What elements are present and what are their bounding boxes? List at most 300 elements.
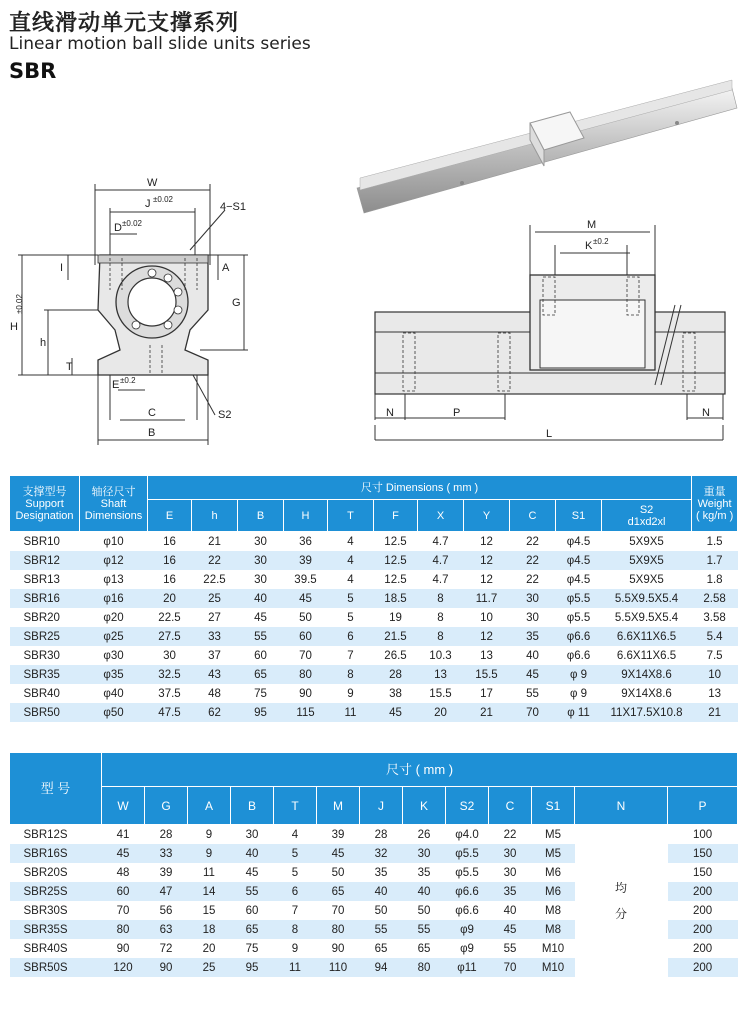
table-cell: 28 [374, 665, 418, 684]
table-cell: 72 [145, 939, 188, 958]
row-model: SBR30S [10, 901, 102, 920]
table-cell: 56 [145, 901, 188, 920]
dim-label-h: h [40, 337, 47, 349]
table-cell: 41 [102, 825, 145, 845]
table-cell: 40 [489, 901, 532, 920]
table-cell: 8 [274, 920, 317, 939]
row-model: SBR20S [10, 863, 102, 882]
table-cell: 37.5 [148, 684, 192, 703]
table-cell: φ35 [80, 665, 148, 684]
table-cell: φ50 [80, 703, 148, 722]
table-cell: 12 [464, 570, 510, 589]
table-cell: 95 [238, 703, 284, 722]
table-cell: 15.5 [418, 684, 464, 703]
table-cell: 30 [238, 570, 284, 589]
col-header-b: B [231, 787, 274, 825]
table-cell: φ5.5 [556, 608, 602, 627]
dim-label-c: C [148, 407, 156, 419]
table-cell: 40 [403, 882, 446, 901]
table-cell: 40 [360, 882, 403, 901]
dim-label-a: A [222, 262, 230, 274]
table-row [10, 665, 738, 684]
table-cell: φ 9 [556, 665, 602, 684]
table-cell: 28 [145, 825, 188, 845]
table-cell: 7.5 [692, 646, 738, 665]
table-cell: M8 [532, 920, 575, 939]
table-cell: 6.6X11X6.5 [602, 627, 692, 646]
table-cell: 8 [418, 589, 464, 608]
table-cell: 7 [274, 901, 317, 920]
table-cell: 8 [418, 608, 464, 627]
col-header-t: T [274, 787, 317, 825]
dim-label-4s1: 4−S1 [220, 201, 246, 213]
table-cell: 50 [403, 901, 446, 920]
table-cell: 55 [403, 920, 446, 939]
table-cell: 19 [374, 608, 418, 627]
dim-label-p: P [453, 407, 461, 419]
support-dimensions-table [9, 475, 738, 722]
table-cell: 33 [192, 627, 238, 646]
table-cell: 33 [145, 844, 188, 863]
dim-label-i: I [60, 262, 64, 274]
table-cell: 45 [238, 608, 284, 627]
table-cell: 1.5 [692, 532, 738, 552]
table-cell: 5 [274, 863, 317, 882]
table-cell: 13 [464, 646, 510, 665]
dim-label-n-left: N [386, 407, 394, 419]
table-cell: 14 [188, 882, 231, 901]
table-cell: 110 [317, 958, 360, 977]
col-header-size: 尺寸 ( mm ) [102, 753, 738, 787]
table-cell: 13 [418, 665, 464, 684]
table-cell: 15 [188, 901, 231, 920]
table-cell: 55 [231, 882, 274, 901]
table-cell: φ10 [80, 532, 148, 552]
table-cell: 11X17.5X10.8 [602, 703, 692, 722]
table-cell: φ9 [446, 939, 489, 958]
table-cell: 11 [188, 863, 231, 882]
row-designation: SBR35 [10, 665, 80, 684]
col-header-dimensions: 尺寸 Dimensions ( mm ) [148, 476, 692, 500]
table-cell: 40 [238, 589, 284, 608]
col-header-shaft: 轴径尺寸 Shaft Dimensions [80, 476, 148, 532]
table-cell: 55 [489, 939, 532, 958]
table-cell: 39 [284, 551, 328, 570]
table-row [10, 551, 738, 570]
table-cell: 75 [231, 939, 274, 958]
table-cell: 12 [464, 551, 510, 570]
table-cell: 12 [464, 627, 510, 646]
table-cell: 94 [360, 958, 403, 977]
table-cell: 48 [192, 684, 238, 703]
col-header-x: X [418, 500, 464, 532]
col-header-c: C [489, 787, 532, 825]
table-cell: 5.4 [692, 627, 738, 646]
dim-label-n-right: N [702, 407, 710, 419]
table-cell: 26.5 [374, 646, 418, 665]
table-cell: 90 [102, 939, 145, 958]
table-cell: φ6.6 [446, 901, 489, 920]
row-model: SBR25S [10, 882, 102, 901]
table-cell: 39.5 [284, 570, 328, 589]
table-cell: 43 [192, 665, 238, 684]
table-cell: 55 [238, 627, 284, 646]
table-cell: 70 [510, 703, 556, 722]
col-header-model: 型 号 [10, 753, 102, 825]
table-cell: 45 [489, 920, 532, 939]
table-cell: φ4.5 [556, 570, 602, 589]
table-cell: 5X9X5 [602, 551, 692, 570]
col-header-f: F [374, 500, 418, 532]
table-cell: 35 [360, 863, 403, 882]
row-model: SBR12S [10, 825, 102, 845]
table-cell: 70 [489, 958, 532, 977]
table-cell: 50 [317, 863, 360, 882]
row-model: SBR40S [10, 939, 102, 958]
dim-label-j: J [145, 198, 151, 210]
table-cell: M8 [532, 901, 575, 920]
table-cell: 4 [328, 532, 374, 552]
table-cell: 9X14X8.6 [602, 665, 692, 684]
table-cell: 90 [145, 958, 188, 977]
table-cell: 21 [692, 703, 738, 722]
table-cell: 17 [464, 684, 510, 703]
table-row [10, 570, 738, 589]
table-cell: 47 [145, 882, 188, 901]
table-cell: 47.5 [148, 703, 192, 722]
table-row [10, 608, 738, 627]
table-cell: 5 [328, 589, 374, 608]
table-cell: 200 [668, 958, 738, 977]
table-cell: 70 [102, 901, 145, 920]
table-cell: φ5.5 [446, 844, 489, 863]
table-row [10, 646, 738, 665]
table-cell: 20 [418, 703, 464, 722]
row-designation: SBR16 [10, 589, 80, 608]
dim-label-l: L [546, 428, 553, 440]
table-cell: 65 [317, 882, 360, 901]
table-cell: φ6.6 [556, 627, 602, 646]
table-cell: 65 [403, 939, 446, 958]
table-cell: 36 [284, 532, 328, 552]
col-header-s1: S1 [556, 500, 602, 532]
col-header-h: h [192, 500, 238, 532]
table-cell: 4.7 [418, 570, 464, 589]
table-cell: φ11 [446, 958, 489, 977]
table-cell: 5 [274, 844, 317, 863]
row-designation: SBR25 [10, 627, 80, 646]
table-cell: 45 [317, 844, 360, 863]
table-cell: 11.7 [464, 589, 510, 608]
table-cell: 22 [192, 551, 238, 570]
table-cell: 1.8 [692, 570, 738, 589]
table-cell: 18.5 [374, 589, 418, 608]
table-cell: 200 [668, 920, 738, 939]
table-cell: 30 [238, 551, 284, 570]
dim-label-k: K [585, 240, 593, 252]
dim-label-h-upper: H [10, 321, 18, 333]
col-header-n: N [575, 787, 668, 825]
table-cell: 45 [374, 703, 418, 722]
table-cell: 30 [489, 844, 532, 863]
table-cell: 120 [102, 958, 145, 977]
table-cell: 5.5X9.5X5.4 [602, 589, 692, 608]
table-cell: 21 [192, 532, 238, 552]
table-cell: 35 [489, 882, 532, 901]
table-cell: 35 [510, 627, 556, 646]
row-designation: SBR40 [10, 684, 80, 703]
col-header-y: Y [464, 500, 510, 532]
page-title-en: Linear motion ball slide units series [9, 34, 311, 54]
table-cell: 30 [510, 608, 556, 627]
table-cell: 12.5 [374, 570, 418, 589]
table-cell: 8 [418, 627, 464, 646]
table-cell: φ5.5 [446, 863, 489, 882]
table-cell: 16 [148, 532, 192, 552]
table-cell: 4.7 [418, 532, 464, 552]
table-cell: φ5.5 [556, 589, 602, 608]
tol-j: ±0.02 [153, 195, 173, 204]
table-cell: 30 [238, 532, 284, 552]
table-cell: 12 [464, 532, 510, 552]
row-designation: SBR20 [10, 608, 80, 627]
col-header-k: K [403, 787, 446, 825]
table-row [10, 684, 738, 703]
table-cell: φ6.6 [446, 882, 489, 901]
rail-dimensions-table [9, 752, 738, 977]
table-cell: 5 [328, 608, 374, 627]
n-merged-2: 分 [614, 907, 627, 921]
table-cell: 5X9X5 [602, 570, 692, 589]
table-cell: 80 [317, 920, 360, 939]
table-cell: 12.5 [374, 532, 418, 552]
table-cell: φ 11 [556, 703, 602, 722]
dim-label-t: T [66, 361, 73, 373]
col-header-j: J [360, 787, 403, 825]
row-designation: SBR50 [10, 703, 80, 722]
table-cell: 25 [192, 589, 238, 608]
table-cell: 3.58 [692, 608, 738, 627]
table-cell: 60 [238, 646, 284, 665]
table-cell: φ20 [80, 608, 148, 627]
table-cell: 27.5 [148, 627, 192, 646]
table-cell: φ25 [80, 627, 148, 646]
table-cell: M10 [532, 939, 575, 958]
table-cell: 55 [510, 684, 556, 703]
col-header-a: A [188, 787, 231, 825]
table-cell: 65 [238, 665, 284, 684]
table-cell: φ6.6 [556, 646, 602, 665]
dim-label-w: W [147, 177, 158, 189]
row-model: SBR16S [10, 844, 102, 863]
dim-label-e: E [112, 379, 120, 391]
table-cell: 4 [328, 570, 374, 589]
table-cell: 37 [192, 646, 238, 665]
table-cell: 200 [668, 882, 738, 901]
table-cell: φ30 [80, 646, 148, 665]
row-designation: SBR12 [10, 551, 80, 570]
table-cell: 10.3 [418, 646, 464, 665]
table-cell: 62 [192, 703, 238, 722]
table-cell: 40 [510, 646, 556, 665]
table-cell: 2.58 [692, 589, 738, 608]
table-cell: 45 [231, 863, 274, 882]
product-illustration [352, 78, 742, 223]
table-cell: 21 [464, 703, 510, 722]
table-cell: 22 [510, 532, 556, 552]
table-cell: 6.6X11X6.5 [602, 646, 692, 665]
table-cell: 13 [692, 684, 738, 703]
col-header-weight: 重量 Weight ( kg/m ) [692, 476, 738, 532]
table-cell: 9X14X8.6 [602, 684, 692, 703]
table-cell: 45 [510, 665, 556, 684]
table-cell: 16 [148, 570, 192, 589]
table-cell: 90 [284, 684, 328, 703]
table-cell: 10 [464, 608, 510, 627]
dim-label-b: B [148, 427, 156, 439]
table-cell: 80 [102, 920, 145, 939]
n-column-merged [575, 825, 668, 978]
table-cell: 26 [403, 825, 446, 845]
row-model: SBR35S [10, 920, 102, 939]
table-cell: 200 [668, 939, 738, 958]
cross-section-drawing [0, 170, 260, 460]
table-cell: 150 [668, 863, 738, 882]
table-cell: 100 [668, 825, 738, 845]
row-designation: SBR10 [10, 532, 80, 552]
table-row [10, 825, 738, 845]
table-cell: M5 [532, 825, 575, 845]
table-row [10, 589, 738, 608]
table-cell: M5 [532, 844, 575, 863]
table-cell: 10 [692, 665, 738, 684]
dim-label-d: D [114, 222, 122, 234]
row-model: SBR50S [10, 958, 102, 977]
tol-k: ±0.2 [593, 237, 609, 246]
table-cell: 25 [188, 958, 231, 977]
table-cell: 60 [284, 627, 328, 646]
table-cell: 65 [231, 920, 274, 939]
n-merged-1: 均 [614, 881, 627, 895]
table-cell: 9 [274, 939, 317, 958]
table-cell: 22.5 [148, 608, 192, 627]
col-header-s2-label: S2 [639, 503, 654, 516]
side-view-drawing [365, 215, 740, 450]
table-cell: φ4.0 [446, 825, 489, 845]
table-cell: 11 [274, 958, 317, 977]
table-cell: 30 [148, 646, 192, 665]
table-cell: 75 [238, 684, 284, 703]
model-code: SBR [9, 59, 57, 83]
table-cell: 4 [274, 825, 317, 845]
col-header-s1: S1 [532, 787, 575, 825]
table-cell: 45 [284, 589, 328, 608]
table-cell: 30 [231, 825, 274, 845]
table-cell: φ4.5 [556, 532, 602, 552]
table-cell: 27 [192, 608, 238, 627]
table-cell: 22 [510, 570, 556, 589]
col-header-p: P [668, 787, 738, 825]
dim-label-g: G [232, 297, 241, 309]
row-designation: SBR30 [10, 646, 80, 665]
table-cell: 5X9X5 [602, 532, 692, 552]
table-row [10, 627, 738, 646]
table-cell: 18 [188, 920, 231, 939]
table-cell: M10 [532, 958, 575, 977]
table-cell: 4 [328, 551, 374, 570]
table-cell: 55 [360, 920, 403, 939]
table-cell: φ40 [80, 684, 148, 703]
table-cell: 32 [360, 844, 403, 863]
table-cell: 28 [360, 825, 403, 845]
table-cell: 15.5 [464, 665, 510, 684]
table-cell: 30 [489, 863, 532, 882]
table-cell: 80 [284, 665, 328, 684]
dim-label-m: M [587, 219, 597, 231]
table-cell: 22 [489, 825, 532, 845]
tol-e: ±0.2 [120, 376, 136, 385]
table-cell: M6 [532, 863, 575, 882]
table-row [10, 703, 738, 722]
table-cell: 22.5 [192, 570, 238, 589]
table-cell: 5.5X9.5X5.4 [602, 608, 692, 627]
table-cell: 200 [668, 901, 738, 920]
col-header-s2-sub: d1xd2xl [627, 515, 666, 528]
table-cell: 8 [328, 665, 374, 684]
table-cell: M6 [532, 882, 575, 901]
table-cell: 60 [231, 901, 274, 920]
table-cell: 48 [102, 863, 145, 882]
table-cell: 7 [328, 646, 374, 665]
table-cell: 21.5 [374, 627, 418, 646]
col-header-w: W [102, 787, 145, 825]
col-header-m: M [317, 787, 360, 825]
col-header-b: B [238, 500, 284, 532]
row-designation: SBR13 [10, 570, 80, 589]
table-cell: 70 [284, 646, 328, 665]
table-cell: 32.5 [148, 665, 192, 684]
table-cell: 50 [360, 901, 403, 920]
tol-h: ±0.02 [15, 294, 24, 314]
table-cell: 40 [231, 844, 274, 863]
table-cell: 38 [374, 684, 418, 703]
table-cell: 65 [360, 939, 403, 958]
table-cell: 80 [403, 958, 446, 977]
table-row [10, 532, 738, 552]
table-cell: 9 [188, 844, 231, 863]
table-cell: 45 [102, 844, 145, 863]
table-cell: 39 [317, 825, 360, 845]
table-cell: 30 [510, 589, 556, 608]
table-cell: φ16 [80, 589, 148, 608]
table-cell: 4.7 [418, 551, 464, 570]
table-cell: 20 [188, 939, 231, 958]
table-cell: φ 9 [556, 684, 602, 703]
table-cell: 11 [328, 703, 374, 722]
table-cell: 150 [668, 844, 738, 863]
table-cell: 60 [102, 882, 145, 901]
table-cell: 16 [148, 551, 192, 570]
table-cell: 35 [403, 863, 446, 882]
table-cell: φ12 [80, 551, 148, 570]
tol-d: ±0.02 [122, 219, 142, 228]
col-header-h: H [284, 500, 328, 532]
col-header-c: C [510, 500, 556, 532]
table-cell: φ9 [446, 920, 489, 939]
table-cell: 1.7 [692, 551, 738, 570]
table-cell: 63 [145, 920, 188, 939]
table-cell: 70 [317, 901, 360, 920]
